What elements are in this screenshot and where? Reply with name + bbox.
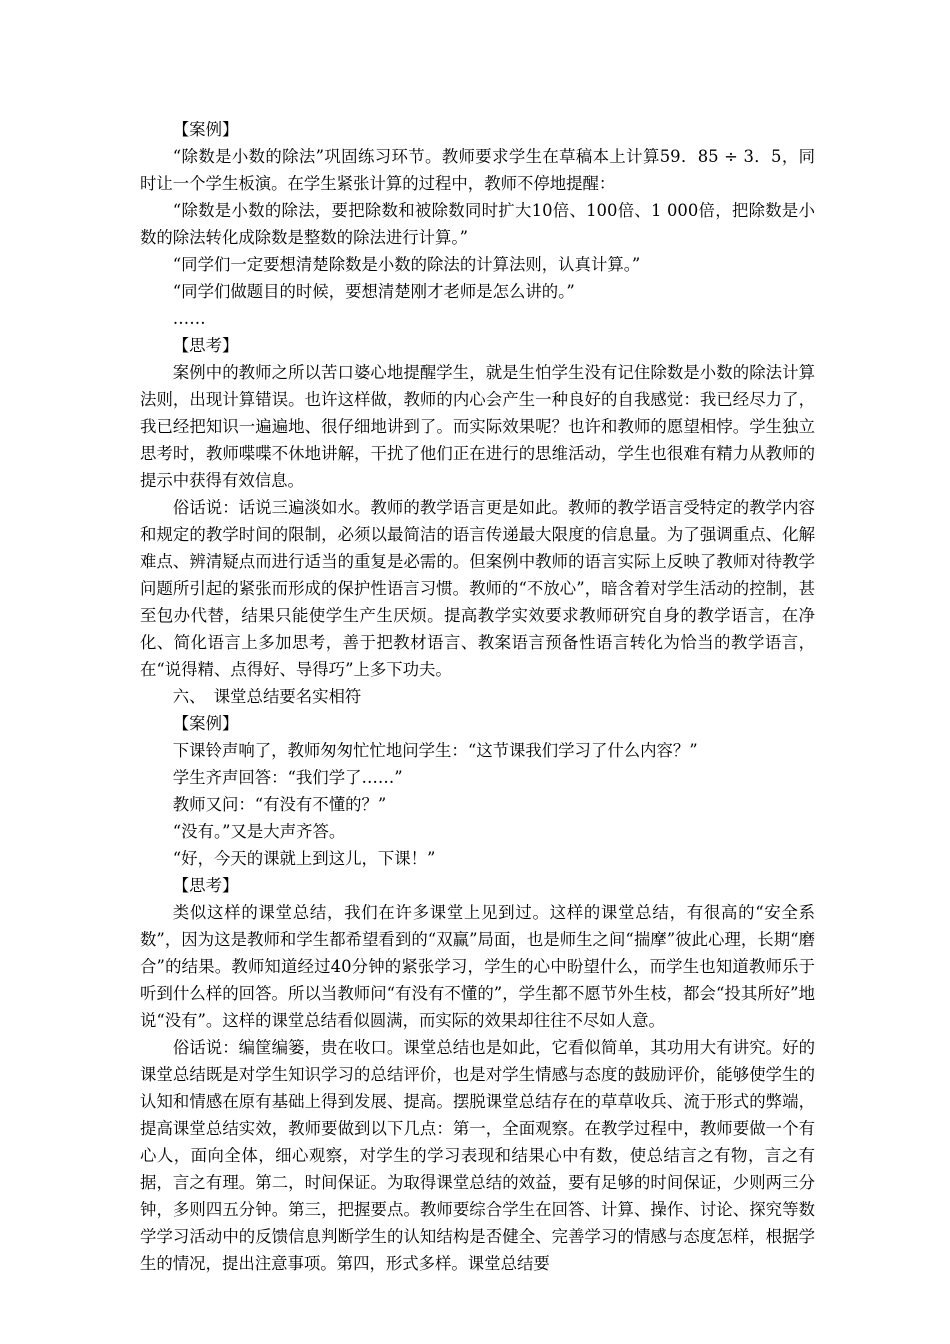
reflection1-paragraph-2: 俗话说：话说三遍淡如水。教师的教学语言更是如此。教师的教学语言受特定的教学内容和规定的教学时间的限制，必须以最简洁的语言传递最大限度的信息量。为了强调重点、化解难点、辨清疑点而进行适当的重复是必需的。但案例中教师的语言实际上反映了教师对待教学问题所引起的紧张而形成的保护性语言习惯。教师的“不放心”，暗含着对学生活动的控制，甚至包办代替，结果只能使学生产生厌烦。提高教学实效要求教师研究自身的教学语言，在净化、简化语言上多加思考，善于把教材语言、教案语言预备性语言转化为恰当的教学语言，在“说得精、点得好、导得巧”上多下功夫。 xyxy=(140,498,815,679)
reflection-heading-1: 【思考】 xyxy=(172,336,239,355)
case-heading-2: 【案例】 xyxy=(172,714,239,733)
ellipsis: …… xyxy=(172,309,206,328)
reflection1-paragraph-1: 案例中的教师之所以苦口婆心地提醒学生，就是生怕学生没有记住除数是小数的除法计算法则，出现计算错误。也许这样做，教师的内心会产生一种良好的自我感觉：我已经尽力了，我已经把知识一遍遍地、很仔细地讲到了。而实际效果呢？也许和教师的愿望相悖。学生独立思考时，教师喋喋不休地讲解，干扰了他们正在进行的思维活动，学生也很难有精力从教师的提示中获得有效信息。 xyxy=(140,363,815,490)
case1-paragraph-3: “同学们一定要想清楚除数是小数的除法的计算法则，认真计算。” xyxy=(172,255,641,274)
case1-paragraph-1: “除数是小数的除法”巩固练习环节。教师要求学生在草稿本上计算59．85 ÷ 3．5，同时让一个学生板演。在学生紧张计算的过程中，教师不停地提醒： xyxy=(140,147,815,193)
case2-paragraph-1: 下课铃声响了，教师匆匆忙忙地问学生：“这节课我们学习了什么内容？” xyxy=(172,741,698,760)
case1-paragraph-2: “除数是小数的除法，要把除数和被除数同时扩大10倍、100倍、1 000倍，把除数是小数的除法转化成除数是整数的除法进行计算。” xyxy=(140,201,815,247)
case1-paragraph-4: “同学们做题目的时候，要想清楚刚才老师是怎么讲的。” xyxy=(172,282,575,301)
reflection-heading-2: 【思考】 xyxy=(172,876,239,895)
case2-paragraph-5: “好，今天的课就上到这儿，下课！” xyxy=(172,849,436,868)
section-six-title: 六、 课堂总结要名实相符 xyxy=(172,687,362,706)
reflection2-paragraph-2: 俗话说：编筐编篓，贵在收口。课堂总结也是如此，它看似简单，其功用大有讲究。好的课堂总结既是对学生知识学习的总结评价，也是对学生情感与态度的鼓励评价，能够使学生的认知和情感在原有基础上得到发展、提高。摆脱课堂总结存在的草草收兵、流于形式的弊端，提高课堂总结实效，教师要做到以下几点：第一，全面观察。在教学过程中，教师要做一个有心人，面向全体，细心观察，对学生的学习表现和结果心中有数，使总结言之有物，言之有据，言之有理。第二，时间保证。为取得课堂总结的效益，要有足够的时间保证，少则两三分钟，多则四五分钟。第三，把握要点。教师要综合学生在回答、计算、操作、讨论、探究等数学学习活动中的反馈信息判断学生的认知结构是否健全、完善学习的情感与态度怎样，根据学生的情况，提出注意事项。第四，形式多样。课堂总结要 xyxy=(140,1038,815,1273)
document-body xyxy=(140,116,815,1277)
case2-paragraph-4: “没有。”又是大声齐答。 xyxy=(172,822,346,841)
case2-paragraph-2: 学生齐声回答：“我们学了……” xyxy=(172,768,403,787)
case-heading-1: 【案例】 xyxy=(172,120,239,139)
reflection2-paragraph-1: 类似这样的课堂总结，我们在许多课堂上见到过。这样的课堂总结，有很高的“安全系数”，因为这是教师和学生都希望看到的“双赢”局面，也是师生之间“揣摩”彼此心理，长期“磨合”的结果。教师知道经过40分钟的紧张学习，学生的心中盼望什么，而学生也知道教师乐于听到什么样的回答。所以当教师问“有没有不懂的”，学生都不愿节外生枝，都会“投其所好”地说“没有”。这样的课堂总结看似圆满，而实际的效果却往往不尽如人意。 xyxy=(140,903,815,1030)
case2-paragraph-3: 教师又问：“有没有不懂的？” xyxy=(172,795,387,814)
